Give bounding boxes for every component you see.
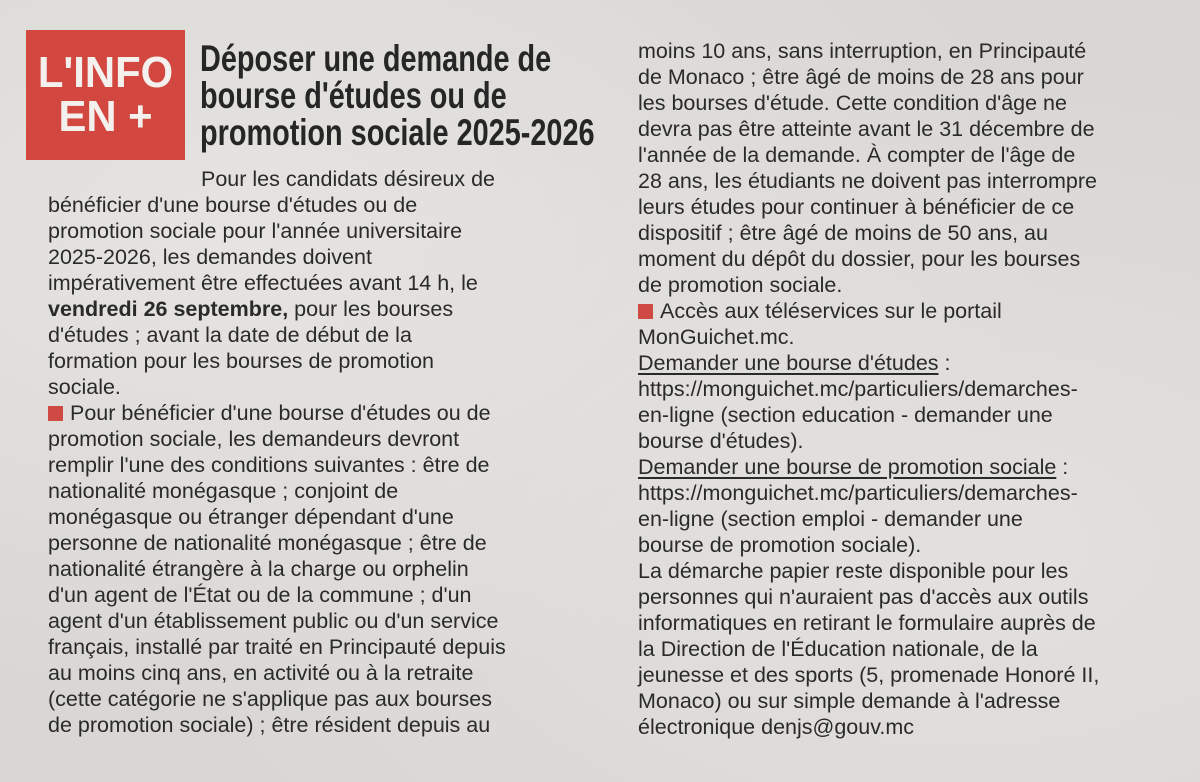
- text-line: [48, 582, 506, 608]
- text-line: [638, 688, 1099, 714]
- headline-line: Déposer une demande de: [200, 38, 552, 79]
- bold-date: vendredi 26 septembre,: [48, 297, 289, 321]
- text-line: [48, 686, 506, 712]
- text-line: [48, 660, 506, 686]
- text-segment: d'un agent de l'État ou de la commune ; d'un: [48, 583, 472, 607]
- text-line: [48, 244, 506, 270]
- text-segment: Pour bénéficier d'une bourse d'études ou de: [70, 401, 491, 425]
- text-line: [48, 348, 506, 374]
- text-segment: de promotion sociale.: [638, 273, 843, 297]
- text-segment: (cette catégorie ne s'applique pas aux bourses: [48, 687, 492, 711]
- text-line: [48, 556, 506, 582]
- text-line: [48, 270, 506, 296]
- text-segment: de promotion sociale) ; être résident depuis au: [48, 713, 491, 737]
- text-line: [638, 376, 1099, 402]
- text-line: [48, 452, 506, 478]
- text-segment: Monaco) ou sur simple demande à l'adresse: [638, 689, 1061, 713]
- text-segment: bourse de promotion sociale).: [638, 533, 922, 557]
- text-segment: d'études ; avant la date de début de la: [48, 323, 412, 347]
- text-segment: La démarche papier reste disponible pour les: [638, 559, 1069, 583]
- red-square-bullet-icon: [638, 304, 653, 319]
- left-text-column: [48, 166, 506, 738]
- text-segment: français, installé par traité en Principauté depuis: [48, 635, 506, 659]
- text-segment: électronique denjs@gouv.mc: [638, 715, 914, 739]
- text-line: [638, 480, 1099, 506]
- text-segment: l'année de la demande. À compter de l'âge de: [638, 143, 1076, 167]
- text-line: [48, 478, 506, 504]
- text-line: [638, 272, 1099, 298]
- text-segment: nationalité étrangère à la charge ou orphelin: [48, 557, 469, 581]
- text-line: [48, 504, 506, 530]
- text-segment: leurs études pour continuer à bénéficier de ce: [638, 195, 1075, 219]
- text-segment: Accès aux téléservices sur le portail: [660, 299, 1002, 323]
- text-segment: impérativement être effectuées avant 14 h, le: [48, 271, 478, 295]
- text-segment: moins 10 ans, sans interruption, en Principauté: [638, 39, 1087, 63]
- text-segment: la Direction de l'Éducation nationale, de la: [638, 637, 1038, 661]
- text-segment: pour les bourses: [288, 297, 454, 321]
- text-line: [48, 608, 506, 634]
- text-segment: bourse d'études).: [638, 429, 804, 453]
- text-segment: sociale.: [48, 375, 121, 399]
- text-segment: https://monguichet.mc/particuliers/demarches-: [638, 481, 1078, 505]
- text-line: [48, 400, 506, 426]
- text-segment: :: [1056, 455, 1069, 479]
- text-segment: promotion sociale, les demandeurs devront: [48, 427, 460, 451]
- headline-line: promotion sociale 2025-2026: [200, 112, 595, 153]
- text-segment: dispositif ; être âgé de moins de 50 ans, au: [638, 221, 1048, 245]
- text-line: [638, 298, 1099, 324]
- text-segment: informatiques en retirant le formulaire auprès de: [638, 611, 1096, 635]
- text-segment: remplir l'une des conditions suivantes : être de: [48, 453, 490, 477]
- text-line: [48, 634, 506, 660]
- text-line: [48, 166, 506, 192]
- text-segment: personnes qui n'auraient pas d'accès aux outils: [638, 585, 1089, 609]
- text-line: [48, 426, 506, 452]
- text-segment: 28 ans, les étudiants ne doivent pas interrompre: [638, 169, 1097, 193]
- text-segment: moment du dépôt du dossier, pour les bourses: [638, 247, 1081, 271]
- link-label: Demander une bourse d'études: [638, 351, 939, 375]
- text-line: [638, 584, 1099, 610]
- text-line: [638, 636, 1099, 662]
- text-segment: au moins cinq ans, en activité ou à la retraite: [48, 661, 474, 685]
- text-line: [638, 454, 1099, 480]
- text-segment: agent d'un établissement public ou d'un service: [48, 609, 499, 633]
- text-segment: nationalité monégasque ; conjoint de: [48, 479, 399, 503]
- info-en-plus-logo: [26, 30, 185, 160]
- text-line: [48, 218, 506, 244]
- text-line: [638, 64, 1099, 90]
- text-line: [638, 428, 1099, 454]
- text-segment: 2025-2026, les demandes doivent: [48, 245, 372, 269]
- link-label: Demander une bourse de promotion sociale: [638, 455, 1057, 479]
- text-line: [48, 374, 506, 400]
- text-line: [638, 610, 1099, 636]
- text-segment: MonGuichet.mc.: [638, 325, 795, 349]
- text-segment: bénéficier d'une bourse d'études ou de: [48, 193, 418, 217]
- red-square-bullet-icon: [48, 406, 63, 421]
- article-headline: [200, 38, 595, 153]
- text-segment: monégasque ou étranger dépendant d'une: [48, 505, 454, 529]
- text-line: [48, 322, 506, 348]
- headline-line: bourse d'études ou de: [200, 75, 507, 116]
- text-line: [48, 192, 506, 218]
- text-line: [638, 38, 1099, 64]
- text-line: [638, 350, 1099, 376]
- text-segment: en-ligne (section education - demander une: [638, 403, 1053, 427]
- text-line: [638, 168, 1099, 194]
- logo-line-2: EN +: [58, 92, 153, 141]
- text-line: [638, 714, 1099, 740]
- text-line: [638, 220, 1099, 246]
- text-segment: de Monaco ; être âgé de moins de 28 ans pour: [638, 65, 1084, 89]
- text-segment: Pour les candidats désireux de: [201, 167, 496, 191]
- text-line: [48, 712, 506, 738]
- text-segment: personne de nationalité monégasque ; être de: [48, 531, 487, 555]
- text-segment: les bourses d'étude. Cette condition d'âge ne: [638, 91, 1067, 115]
- text-segment: promotion sociale pour l'année universitaire: [48, 219, 463, 243]
- text-segment: jeunesse et des sports (5, promenade Honoré II,: [638, 663, 1100, 687]
- text-line: [638, 116, 1099, 142]
- text-segment: formation pour les bourses de promotion: [48, 349, 435, 373]
- text-line: [638, 402, 1099, 428]
- text-line: [638, 532, 1099, 558]
- text-line: [638, 194, 1099, 220]
- text-segment: https://monguichet.mc/particuliers/demarches-: [638, 377, 1078, 401]
- text-line: [638, 558, 1099, 584]
- text-line: [48, 296, 506, 322]
- text-line: [638, 142, 1099, 168]
- text-line: [638, 90, 1099, 116]
- logo-line-1: L'INFO: [37, 48, 174, 97]
- text-line: [48, 530, 506, 556]
- text-line: [638, 662, 1099, 688]
- text-line: [638, 324, 1099, 350]
- right-text-column: [638, 38, 1099, 740]
- text-line: [638, 506, 1099, 532]
- text-line: [638, 246, 1099, 272]
- text-segment: devra pas être atteinte avant le 31 décembre de: [638, 117, 1095, 141]
- text-segment: en-ligne (section emploi - demander une: [638, 507, 1023, 531]
- text-segment: :: [938, 351, 951, 375]
